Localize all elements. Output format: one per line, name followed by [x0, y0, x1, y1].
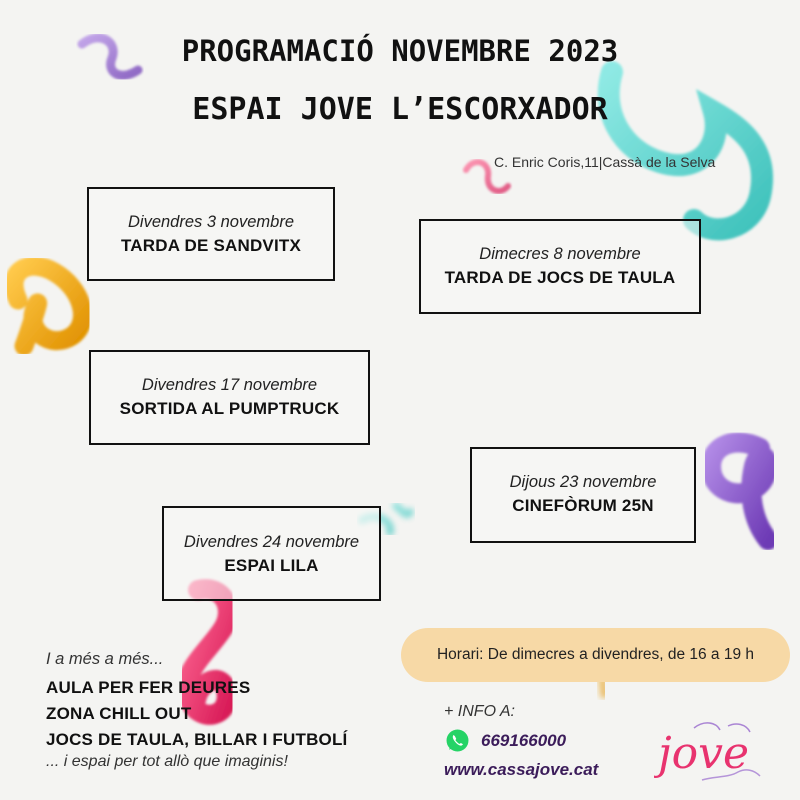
address: C. Enric Coris,11|Cassà de la Selva	[494, 154, 716, 170]
whatsapp-icon	[444, 727, 471, 754]
website-link[interactable]: www.cassajove.cat	[444, 760, 599, 779]
event-name: TARDA DE SANDVITX	[120, 236, 302, 255]
orange-squiggle-left	[14, 266, 82, 346]
phone-number[interactable]: 669166000	[481, 730, 567, 750]
page-title-line1: PROGRAMACIÓ NOVEMBRE 2023	[181, 34, 619, 68]
info-section	[444, 703, 598, 780]
event-date: Divendres 24 novembre	[183, 533, 360, 551]
event-name: SORTIDA AL PUMPTRUCK	[119, 399, 340, 418]
extras-intro: I a més a més...	[46, 650, 164, 668]
event-card-2	[419, 219, 701, 314]
extras-item: AULA PER FER DEURES	[46, 678, 251, 697]
event-card-5	[162, 506, 381, 601]
event-date: Divendres 17 novembre	[141, 376, 318, 394]
extras-item: ZONA CHILL OUT	[46, 704, 192, 723]
event-card-4	[470, 447, 696, 543]
event-date: Dimecres 8 novembre	[479, 245, 641, 263]
info-label: + INFO A:	[444, 703, 515, 720]
logo-text: jove	[658, 728, 750, 779]
extras-outro: ... i espai per tot allò que imaginis!	[46, 753, 288, 770]
jove-logo	[654, 718, 774, 784]
extras-section	[46, 650, 347, 771]
event-name: TARDA DE JOCS DE TAULA	[444, 268, 676, 287]
event-card-3	[89, 350, 370, 445]
schedule-badge: Horari: De dimecres a divendres, de 16 a 19 h	[401, 628, 790, 682]
event-date: Dijous 23 novembre	[509, 473, 657, 491]
purple-squiggle-right	[711, 442, 768, 540]
event-date: Divendres 3 novembre	[128, 213, 294, 231]
phone-row[interactable]	[444, 727, 598, 754]
event-card-1	[87, 187, 335, 281]
page-title-line2: ESPAI JOVE L’ESCORXADOR	[192, 92, 608, 127]
extras-item: JOCS DE TAULA, BILLAR I FUTBOLÍ	[46, 730, 348, 749]
event-name: CINEFÒRUM 25N	[512, 496, 654, 515]
event-name: ESPAI LILA	[224, 556, 319, 575]
